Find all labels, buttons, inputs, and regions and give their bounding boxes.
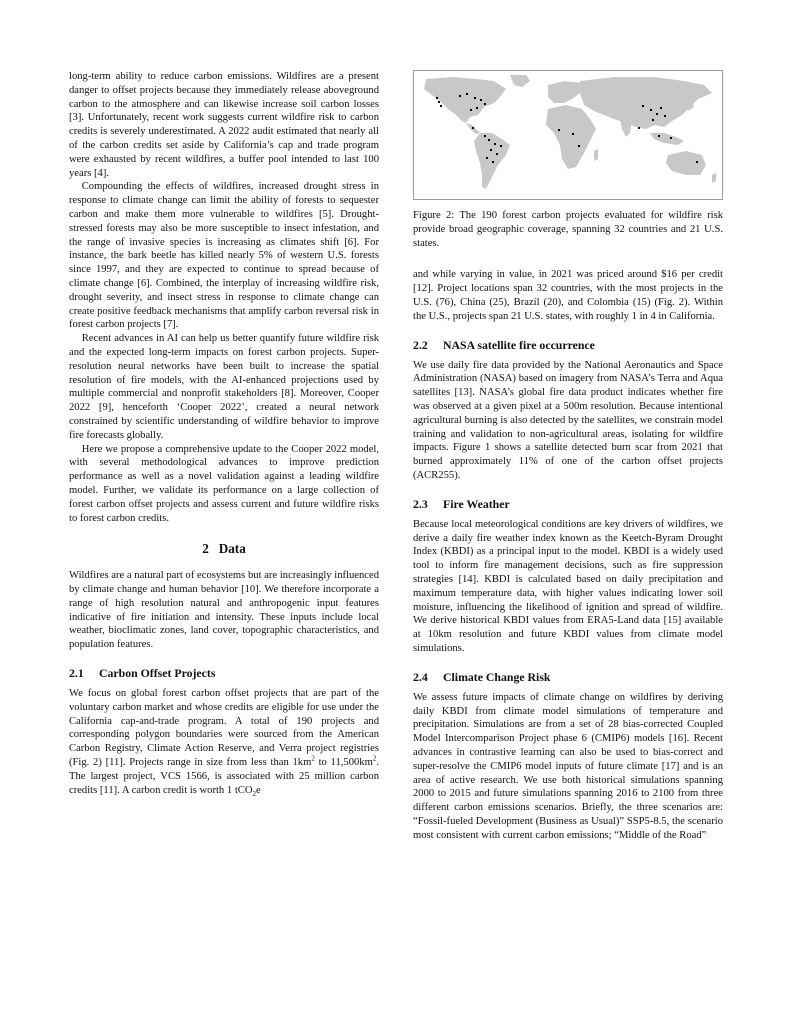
project-marker [470, 109, 472, 111]
subsection-heading-fire-weather [413, 497, 723, 512]
paragraph: Wildfires are a natural part of ecosystems but are increasingly influenced by climate change and human behavior [10]. We therefore incorporate a range of high resolution natural and anthropogenic input features indicative of fire initiation and intensity. These inputs include local weather, bioclimatic zones, land cover, topographic characteristics, and population features. [69, 570, 379, 651]
subsection-title: NASA satellite fire occurrence [443, 337, 595, 352]
section-heading-data [69, 541, 379, 557]
project-marker [642, 105, 644, 107]
paragraph: We use daily fire data provided by the National Aeronautics and Space Administration (NASA) based on imagery from NASA’s Terra and Aqua satellites [13]. NASA’s global fire data product indicates whether fire was observed at a given pixel at a 500m resolution. Because intentional agricultural burning is also detected by the satellites, we constrain model training and validation to non-agricultural areas, isolating for wildfire impacts. Figure 1 shows a satellite detected burn scar from 2021 that burned approximately 11% of one of the carbon offset projects (ACR255). [413, 359, 723, 481]
project-marker [658, 135, 660, 137]
world-map [414, 71, 722, 199]
australia [666, 151, 706, 175]
superscript: 2 [311, 754, 315, 763]
paragraph: Here we propose a comprehensive update to the Cooper 2022 model, with several methodological advances to improve prediction performance as well as a novel validation against a leading wildfire model. Further, we validate its performance on a large collection of forest carbon offset projects and assess current and future wildfire risks to forest carbon credits. [69, 443, 379, 524]
section-number: 2 [202, 541, 209, 557]
subsection-heading-nasa [413, 338, 723, 353]
maritime-southeast-asia [650, 133, 684, 145]
paragraph [69, 687, 379, 797]
subsection-heading-carbon-offset [69, 666, 379, 681]
project-marker [474, 97, 476, 99]
project-marker [650, 109, 652, 111]
project-marker [664, 115, 666, 117]
project-marker [490, 149, 492, 151]
paragraph: and while varying in value, in 2021 was priced around $16 per credit [12]. Project locations span 32 countries, with the most projects in the U.S. (76), China (25), Brazil (20), and Colombia (15) (Fig. 2). Within the U.S., projects span 21 U.S. states, with roughly 1 in 4 in California. [413, 269, 723, 322]
project-marker [440, 105, 442, 107]
project-marker [494, 143, 496, 145]
project-marker [484, 135, 486, 137]
project-marker [660, 107, 662, 109]
project-marker [459, 95, 461, 97]
land-masses [424, 75, 716, 189]
project-marker [500, 145, 502, 147]
paragraph: Compounding the effects of wildfires, increased drought stress in response to climate change can limit the ability of forests to sequester carbon and make them more vulnerable to wildfires [5]. Drought-stressed forests may also be more susceptible to insect infestation, and the range of invasive species is increasing as climates shift [6]. For instance, the bark beetle has killed nearly 5% of western U.S. forests since 1997, and they are expected to continue to spread because of climate change [6]. Combined, the interplay of increasing wildfire risk, drought severity, and insect stress in response to climate change can create positive feedback mechanisms that amplify carbon reversal risk in forest carbon projects [7]. [69, 181, 379, 331]
subsection-title: Fire Weather [443, 496, 510, 511]
subsection-title: Climate Change Risk [443, 669, 551, 684]
project-marker [572, 133, 574, 135]
subsection-number: 2.2 [413, 337, 428, 352]
project-marker [436, 97, 438, 99]
project-marker [476, 107, 478, 109]
paragraph: long-term ability to reduce carbon emissions. Wildfires are a present danger to offset projects because they immediately release aboveground carbon to the atmosphere and can likewise increase soil carbon losses [3]. Unfortunately, recent work suggests current wildfire risk to carbon credits is severely underestimated. A 2022 audit estimated that nearly all of the carbon credits set aside by California’s cap and trade program were exhausted by recent wildfires, a buffer pool intended to last 100 years [4]. [69, 71, 379, 179]
project-marker [466, 93, 468, 95]
project-marker [558, 129, 560, 131]
project-marker [438, 101, 440, 103]
paragraph: Because local meteorological conditions are key drivers of wildfires, we derive a daily fire weather index known as the Keetch-Byram Drought Index (KBDI) as a principal input to the model. KBDI is a widely used tool to inform fire management decisions, such as fire suppression strategies [14]. KBDI is calculated based on daily precipitation and maximum temperature data, with higher values indicating lower soil moisture, influencing the likelihood of ignition and spread of wildfire. We derive historical KBDI values from ERA5-Land data [15] available at 10km resolution and future KBDI values from climate model simulations. [413, 518, 723, 654]
subsection-number: 2.4 [413, 669, 428, 684]
new-zealand [712, 173, 716, 183]
subsection-title: Carbon Offset Projects [99, 666, 216, 681]
project-marker [480, 99, 482, 101]
india [620, 119, 632, 137]
subsection-number: 2.1 [69, 666, 84, 681]
left-column [69, 70, 379, 797]
north-america [424, 77, 506, 123]
subsection-heading-climate-risk [413, 670, 723, 685]
madagascar [594, 149, 598, 161]
project-marker [486, 157, 488, 159]
project-marker [638, 127, 640, 129]
figure-caption: Figure 2: The 190 forest carbon projects evaluated for wildfire risk provide broad geographic coverage, spanning 32 countries and 21 U.S. states. [413, 210, 723, 249]
greenland [510, 75, 530, 87]
right-column [413, 70, 723, 842]
project-marker [472, 127, 474, 129]
project-marker [488, 139, 490, 141]
superscript: 2 [372, 754, 377, 763]
text-run: e [256, 784, 261, 796]
text-run: to 11,500km [314, 757, 373, 769]
subsection-number: 2.3 [413, 496, 428, 511]
text-run: . The largest project, VCS 1566, is associated with 25 million carbon credits [11]. A carbon credit is worth 1 tCO [69, 757, 379, 796]
text-run: We focus on global forest carbon offset projects that are part of the voluntary carbon market and whose credits are eligible for use under the California cap-and-trade program. A total of 190 projects and corresponding polygon boundaries were sourced from the American Carbon Registry, Climate Action Reserve, and Verra project registries (Fig. 2) [11]. Projects range in size from less than 1km [69, 688, 379, 769]
project-marker [496, 153, 498, 155]
europe [548, 81, 582, 103]
paragraph: Recent advances in AI can help us better quantify future wildfire risk and the expected long-term impacts on forest carbon projects. Super-resolution neural networks have been built to increase the spatial resolution of fire models, with the AI-enhanced projections used by multiple commercial and nonprofit stakeholders [8]. Moreover, Cooper 2022 [9], henceforth ‘Cooper 2022’, created a neural network constrained by scientific understanding of wildfire behavior to improve fire forecasts globally. [69, 333, 379, 441]
project-marker [578, 145, 580, 147]
project-marker [670, 137, 672, 139]
world-map-figure [413, 70, 723, 200]
project-marker [696, 161, 698, 163]
project-marker [484, 103, 486, 105]
africa [546, 105, 596, 169]
project-marker [656, 113, 658, 115]
section-title: Data [218, 541, 246, 557]
project-marker [492, 161, 494, 163]
project-marker [652, 119, 654, 121]
paragraph: We assess future impacts of climate change on wildfires by deriving daily KBDI from climate model simulations of temperature and precipitation. Simulations are from a set of 28 bias-corrected Coupled Model Intercomparison Project phase 6 (CMIP6) models [16]. Recent advances in contrastive learning can also be used to bias-correct and super-resolve the CMIP6 model inputs of future climate [17] and is an area of active research. We use both historical simulations spanning 2000 to 2015 and future simulations spanning 2016 to 2100 from three different carbon emissions scenarios. Briefly, the three scenarios are: “Fossil-fueled Development (Business as Usual)” SSP5-8.5, the scenario most consistent with current carbon emissions; “Middle of the Road” [413, 691, 723, 841]
subscript: 2 [252, 789, 256, 798]
